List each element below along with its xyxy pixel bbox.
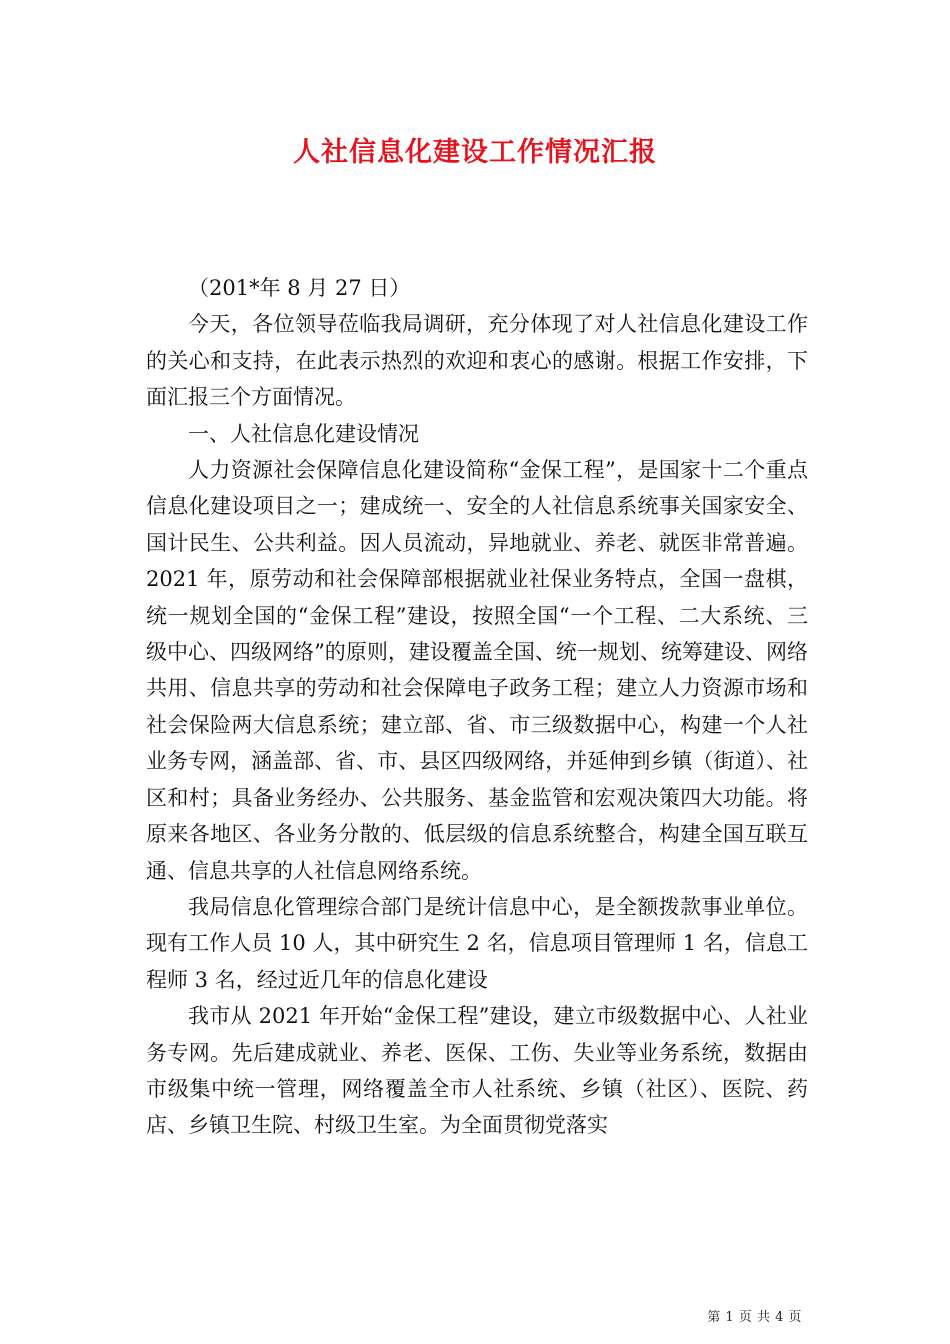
section-heading: 一、人社信息化建设情况 <box>188 421 419 446</box>
document-title: 人社信息化建设工作情况汇报 <box>293 137 657 168</box>
document-date: （201*年 8 月 27 日） <box>188 276 411 300</box>
paragraph-city-progress: 我市从 2021 年开始“金保工程”建设，建立市级数据中心、人社业务专网。先后建成就业、养老、医保、工伤、失业等业务系统，数据由市级集中统一管理，网络覆盖全市人社系统、乡镇（社区）、医院、药店、乡镇卫生院、村级卫生室。为全面贯彻党落实 <box>146 1004 808 1138</box>
document-body <box>146 270 808 1144</box>
paragraph-intro: 今天，各位领导莅临我局调研，充分体现了对人社信息化建设工作的关心和支持，在此表示热烈的欢迎和衷心的感谢。根据工作安排，下面汇报三个方面情况。 <box>146 312 808 410</box>
paragraph-jinbao-overview: 人力资源社会保障信息化建设简称“金保工程”，是国家十二个重点信息化建设项目之一；建成统一、安全的人社信息系统事关国家安全、国计民生、公共利益。因人员流动，异地就业、养老、就医非常普遍。2021 年，原劳动和社会保障部根据就业社保业务特点，全国一盘棋，统一规划全国的“金保工程”建设，按照全国“一个工程、二大系统、三级中心、四级网络”的原则，建设覆盖全国、统一规划、统筹建设、网络共用、信息共享的劳动和社会保障电子政务工程；建立人力资源市场和社会保险两大信息系统；建立部、省、市三级数据中心，构建一个人社业务专网，涵盖部、省、市、县区四级网络，并延伸到乡镇（街道）、社区和村；具备业务经办、公共服务、基金监管和宏观决策四大功能。将原来各地区、各业务分散的、低层级的信息系统整合，构建全国互联互通、信息共享的人社信息网络系统。 <box>146 458 808 883</box>
page-number: 第 1 页 共 4 页 <box>707 1310 802 1325</box>
paragraph-department: 我局信息化管理综合部门是统计信息中心，是全额拨款事业单位。现有工作人员 10 人，其中研究生 2 名，信息项目管理师 1 名，信息工程师 3 名，经过近几年的信息化建设 <box>146 894 808 992</box>
